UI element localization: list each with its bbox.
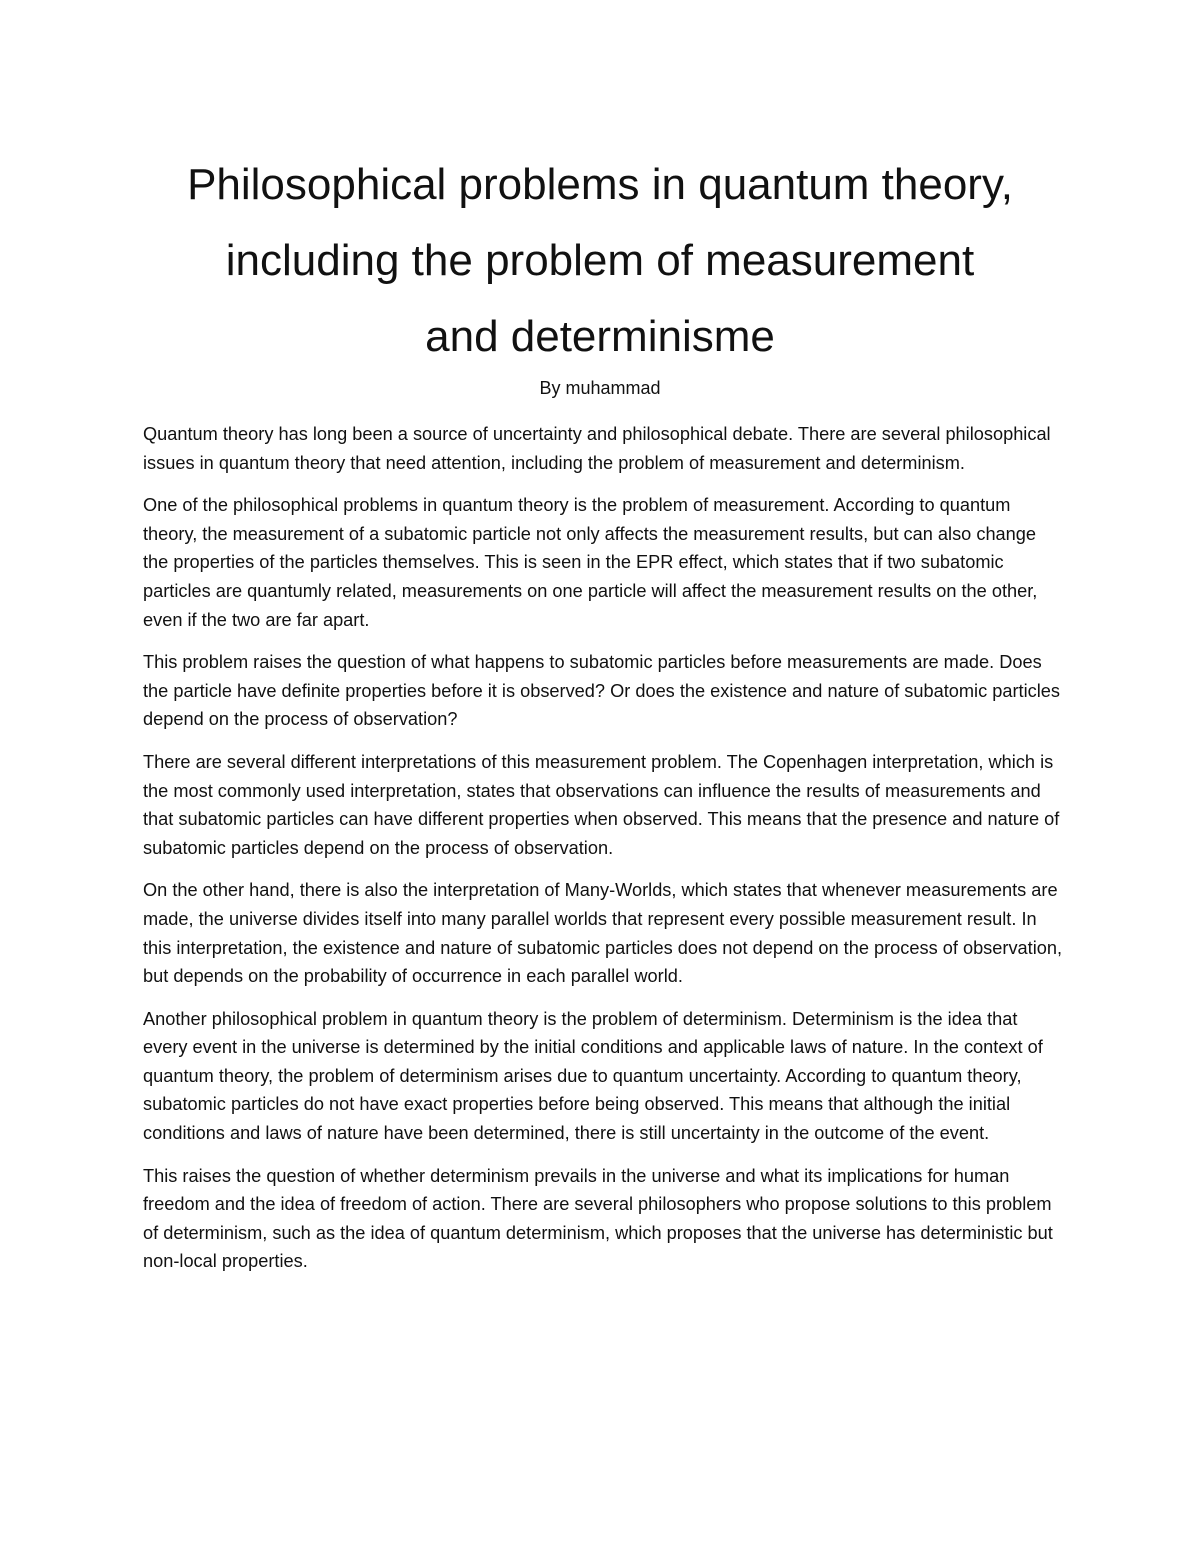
title-line: and determinisme: [425, 312, 775, 361]
paragraph: This raises the question of whether determinism prevails in the universe and what its implications for human freedom and the idea of freedom of action. There are several philosophers who propose solutions to this problem of determinism, such as the idea of quantum determinism, which proposes that the universe has deterministic but non-local properties.: [143, 1165, 1053, 1272]
paragraph: There are several different interpretations of this measurement problem. The Copenhagen interpretation, which is the most commonly used interpretation, states that observations can influence the results of measurements and that subatomic particles can have different properties when observed. This means that the presence and nature of subatomic particles depend on the process of observation.: [143, 751, 1060, 858]
paragraph: On the other hand, there is also the interpretation of Many-Worlds, which states that whenever measurements are made, the universe divides itself into many parallel worlds that represent every possible measurement result. In this interpretation, the existence and nature of subatomic particles does not depend on the process of observation, but depends on the probability of occurrence in each parallel world.: [143, 880, 1063, 987]
paragraph: Quantum theory has long been a source of uncertainty and philosophical debate. There are several philosophical issues in quantum theory that need attention, including the problem of measurement and determinism.: [143, 424, 1051, 473]
title-line: Philosophical problems in quantum theory,: [187, 160, 1013, 209]
document-title: [110, 147, 1090, 375]
author-byline: By muhammad: [539, 378, 661, 398]
paragraph: This problem raises the question of what happens to subatomic particles before measurements are made. Does the particle have definite properties before it is observed? Or does the existence and nature of subatomic particles depend on the process of observation?: [143, 652, 1060, 730]
document-body: [143, 420, 1063, 1290]
paragraph: One of the philosophical problems in quantum theory is the problem of measurement. According to quantum theory, the measurement of a subatomic particle not only affects the measurement results, but can also change the properties of the particles themselves. This is seen in the EPR effect, which states that if two subatomic particles are quantumly related, measurements on one particle will affect the measurement results on the other, even if the two are far apart.: [143, 495, 1038, 630]
paragraph: Another philosophical problem in quantum theory is the problem of determinism. Determinism is the idea that every event in the universe is determined by the initial conditions and applicable laws of nature. In the context of quantum theory, the problem of determinism arises due to quantum uncertainty. According to quantum theory, subatomic particles do not have exact properties before being observed. This means that although the initial conditions and laws of nature have been determined, there is still uncertainty in the outcome of the event.: [143, 1008, 1043, 1144]
title-line: including the problem of measurement: [225, 236, 975, 285]
